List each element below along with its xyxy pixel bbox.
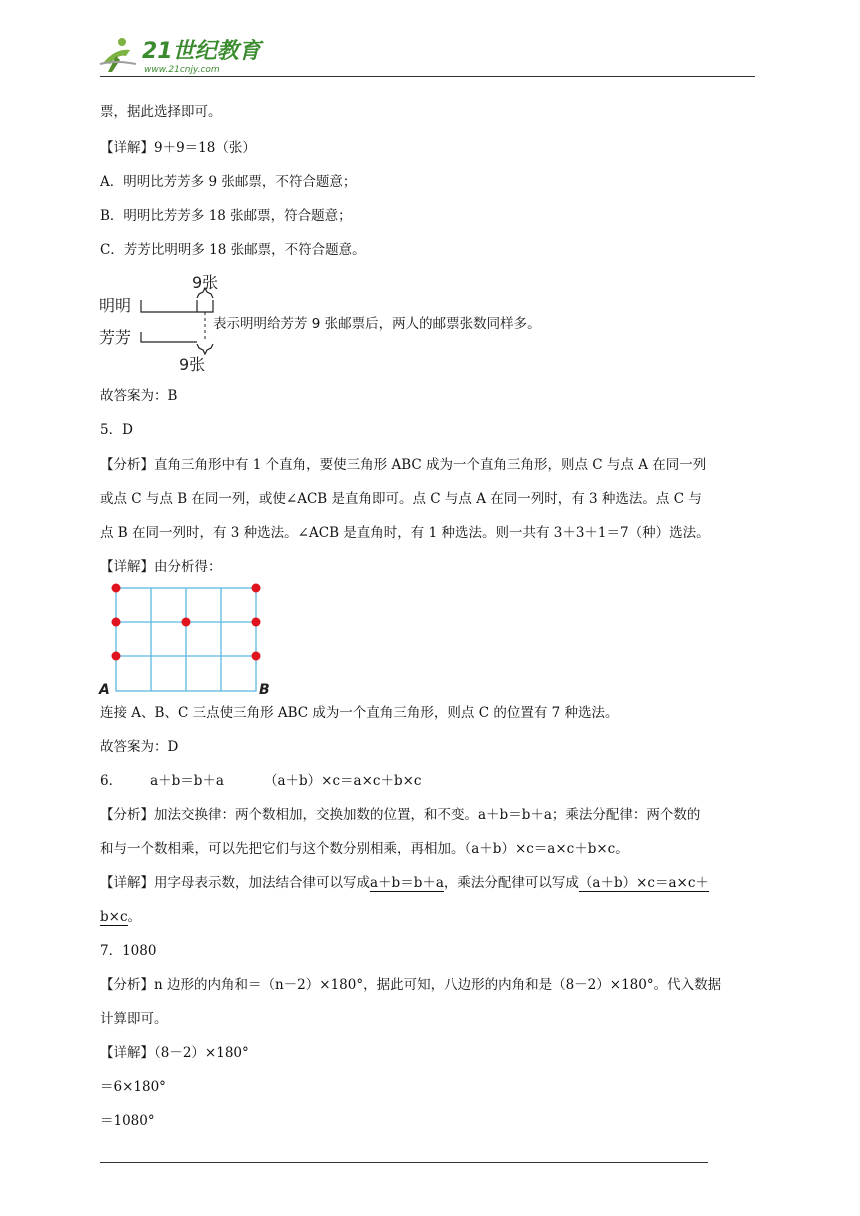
point-c-dot: [252, 652, 261, 661]
point-a-label: A: [99, 682, 110, 698]
text-line: 【详解】9＋9＝18（张）: [100, 140, 256, 156]
text-line: 和与一个数相乘，可以先把它们与这个数分别相乘，再相加。（a＋b）×c＝a×c＋b×c。: [100, 841, 629, 857]
text-line: [100, 873, 709, 893]
text-line: 故答案为：D: [100, 739, 179, 755]
text-line: 【分析】直角三角形中有 1 个直角，要使三角形 ABC 成为一个直角三角形，则点 C 与点 A 在同一列: [100, 457, 707, 473]
bar-fangfang: [141, 332, 197, 342]
text-segment: 。: [127, 909, 142, 925]
text-line: 连接 A、B、C 三点使三角形 ABC 成为一个直角三角形，则点 C 的位置有 7 种选法。: [100, 705, 619, 721]
text-line: ＝1080°: [100, 1113, 155, 1129]
text-segment: ，乘法分配律可以写成: [443, 875, 579, 891]
header-divider: [100, 76, 755, 77]
top-count-label: 9张: [192, 273, 219, 292]
answer-blank-1: a＋b＝b＋a: [150, 773, 224, 789]
point-c-dot: [252, 584, 261, 593]
text-line: 7．1080: [100, 943, 157, 959]
logo-text: 21世纪教育: [142, 39, 261, 64]
underlined-answer: a＋b＝b＋a: [370, 875, 444, 891]
underlined-answer: （a＋b）×c＝a×c＋: [578, 875, 709, 891]
point-c-dot: [112, 652, 121, 661]
grid-lines: [116, 588, 256, 691]
text-line: A．明明比芳芳多 9 张邮票，不符合题意；: [100, 174, 357, 190]
text-line: [100, 907, 141, 927]
point-c-dot: [112, 584, 121, 593]
text-line: ＝6×180°: [100, 1079, 166, 1095]
text-line: C．芳芳比明明多 18 张邮票，不符合题意。: [100, 242, 366, 258]
text-line: 【分析】加法交换律：两个数相加，交换加数的位置，和不变。a＋b＝b＋a；乘法分配律：两个数的: [100, 807, 701, 823]
text-line: 或点 C 与点 B 在同一列，或使∠ACB 是直角即可。点 C 与点 A 在同一列时，有 3 种选法。点 C 与: [100, 491, 702, 507]
point-c-dot: [112, 618, 121, 627]
bottom-count-label: 9张: [179, 355, 206, 374]
bottom-brace: [197, 344, 213, 354]
text-line: 故答案为：B: [100, 388, 178, 404]
row-name-mingming: 明明: [99, 296, 132, 315]
logo: [96, 34, 266, 78]
text-line: 【详解】（8－2）×180°: [100, 1045, 249, 1061]
point-b-label: B: [259, 682, 270, 698]
text-segment: 【详解】用字母表示数，加法结合律可以写成: [100, 875, 370, 891]
text-line: 【详解】由分析得：: [100, 559, 222, 575]
page-header: [0, 0, 860, 80]
diagram-caption: 表示明明给芳芳 9 张邮票后，两人的邮票张数同样多。: [213, 316, 541, 332]
text-line: B．明明比芳芳多 18 张邮票，符合题意；: [100, 208, 352, 224]
grid-diagram: [95, 580, 285, 700]
text-line: 计算即可。: [100, 1011, 168, 1027]
logo-url: www.21cnjy.com: [144, 65, 220, 75]
text-line: 5．D: [100, 422, 133, 438]
answer-blank-2: （a＋b）×c＝a×c＋b×c: [263, 773, 422, 789]
text-line: 【分析】n 边形的内角和＝（n－2）×180°，据此可知，八边形的内角和是（8－2）×180°。代入数据: [100, 977, 722, 993]
text-line: 票，据此选择即可。: [100, 104, 222, 120]
stamp-diagram: [95, 268, 735, 380]
row-name-fangfang: 芳芳: [99, 328, 132, 347]
text-line: 点 B 在同一列时，有 3 种选法。∠ACB 是直角时，有 1 种选法。则一共有 3＋3＋1＝7（种）选法。: [100, 525, 710, 541]
point-c-dot: [252, 618, 261, 627]
footer-divider: [100, 1162, 708, 1163]
runner-icon: [100, 38, 136, 72]
question-number: 6．: [100, 773, 123, 789]
text-line: [100, 771, 421, 791]
underlined-answer: b×c: [100, 909, 128, 925]
bar-mingming: [141, 300, 213, 312]
point-c-dot: [182, 618, 191, 627]
